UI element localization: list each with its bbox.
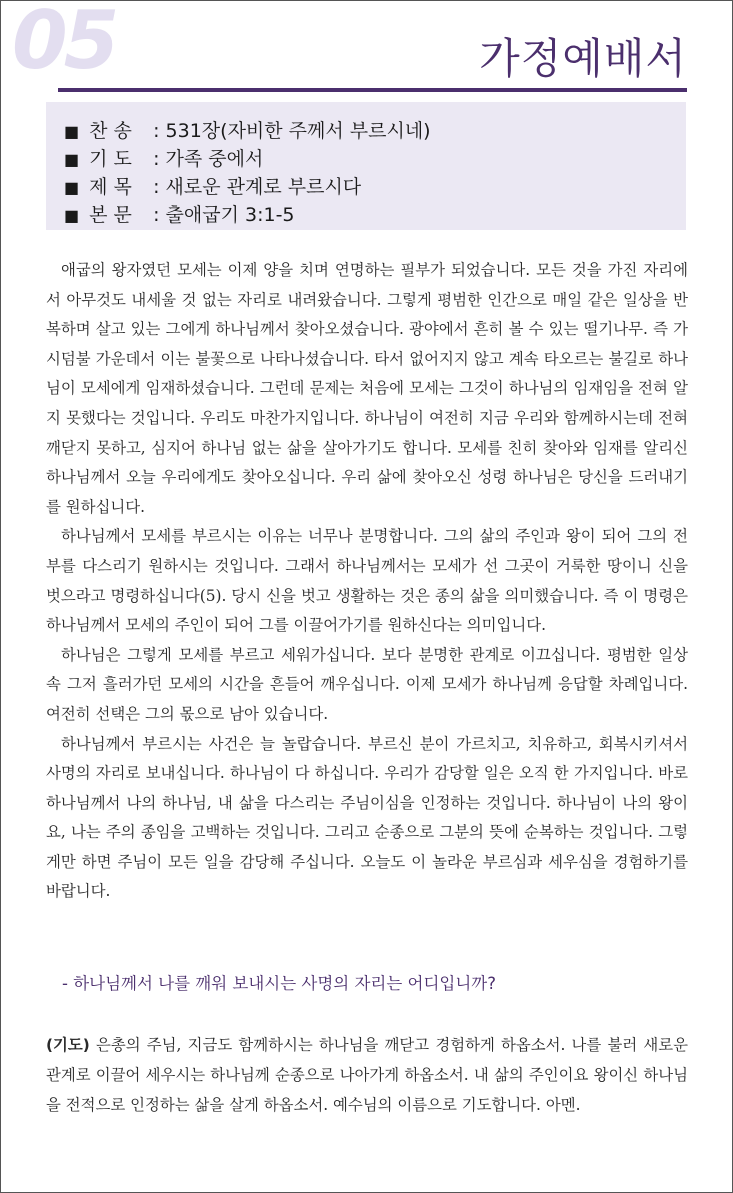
reflection-question: - 하나님께서 나를 깨워 보내시는 사명의 자리는 어디입니까? bbox=[62, 974, 496, 993]
closing-prayer bbox=[46, 1030, 688, 1120]
info-label: 본 문 bbox=[89, 204, 132, 226]
square-bullet-icon: ■ bbox=[64, 150, 80, 169]
sermon-body bbox=[46, 256, 688, 907]
info-row-subject: ■ 제 목 : 새로운 관계로 부르시다 bbox=[64, 172, 361, 199]
square-bullet-icon: ■ bbox=[64, 206, 80, 225]
square-bullet-icon: ■ bbox=[64, 178, 80, 197]
info-value: 출애굽기 3:1-5 bbox=[165, 204, 295, 226]
title-divider bbox=[58, 88, 687, 92]
sermon-paragraph: 하나님께서 모세를 부르시는 이유는 너무나 분명합니다. 그의 삶의 주인과 왕이 되어 그의 전부를 다스리기 원하시는 것입니다. 그래서 하나님께서는 모세가 선 그곳이 거룩한 땅이니 신을 벗으라고 명령하십니다(5). 당시 신을 벗고 생활하는 것은 종의 삶을 의미했습니다. 즉 이 명령은 하나님께서 모세의 주인이 되어 그를 이끌어가기를 원하신다는 의미입니다. bbox=[46, 527, 688, 635]
info-value: 새로운 관계로 부르시다 bbox=[165, 176, 362, 198]
sermon-paragraph: 하나님께서 부르시는 사건은 늘 놀랍습니다. 부르신 분이 가르치고, 치유하고, 회복시키셔서 사명의 자리로 보내십니다. 하나님이 다 하십니다. 우리가 감당할 일은 오직 한 가지입니다. 바로 하나님께서 나의 하나님, 내 삶을 다스리는 주님이심을 인정하는 것입니다. 하나님이 나의 왕이요, 나는 주의 종임을 고백하는 것입니다. 그리고 순종으로 그분의 뜻에 순복하는 것입니다. 그렇게만 하면 주님이 모든 일을 감당해 주십니다. 오늘도 이 놀라운 부르심과 세우심을 경험하기를 바랍니다. bbox=[46, 734, 688, 901]
sermon-paragraph: 애굽의 왕자였던 모세는 이제 양을 치며 연명하는 필부가 되었습니다. 모든 것을 가진 자리에서 아무것도 내세울 것 없는 자리로 내려왔습니다. 그렇게 평범한 인간으로 매일 같은 일상을 반복하며 살고 있는 그에게 하나님께서 찾아오셨습니다. 광야에서 흔히 볼 수 있는 떨기나무. 즉 가시덤불 가운데서 이는 불꽃으로 나타나셨습니다. 타서 없어지지 않고 계속 타오르는 불길로 하나님이 모세에게 임재하셨습니다. 그런데 문제는 처음에 모세는 그것이 하나님의 임재임을 전혀 알지 못했다는 것입니다. 우리도 마찬가지입니다. 하나님이 여전히 지금 우리와 함께하시는데 전혀 깨닫지 못하고, 심지어 하나님 없는 삶을 살아가기도 합니다. 모세를 친히 찾아와 임재를 알리신 하나님께서 오늘 우리에게도 찾아오십니다. 우리 삶에 찾아오신 성령 하나님은 당신을 드러내기를 원하십니다. bbox=[46, 261, 688, 516]
page-number: 05 bbox=[12, 0, 116, 87]
square-bullet-icon: ■ bbox=[64, 122, 80, 141]
info-label: 찬 송 bbox=[89, 120, 132, 142]
prayer-text: 은총의 주님, 지금도 함께하시는 하나님을 깨닫고 경험하게 하옵소서. 나를 불러 새로운 관계로 이끌어 세우시는 하나님께 순종으로 나아가게 하옵소서. 내 삶의 주인이요 왕이신 하나님을 전적으로 인정하는 삶을 살게 하옵소서. 예수님의 이름으로 기도합니다. 아멘. bbox=[46, 1036, 688, 1114]
prayer-label: (기도) bbox=[46, 1036, 90, 1054]
info-label: 제 목 bbox=[89, 176, 132, 198]
info-row-scripture: ■ 본 문 : 출애굽기 3:1-5 bbox=[64, 200, 295, 227]
info-row-hymn: ■ 찬 송 : 531장(자비한 주께서 부르시네) bbox=[64, 116, 431, 143]
info-value: 가족 중에서 bbox=[165, 148, 264, 170]
info-row-prayer: ■ 기 도 : 가족 중에서 bbox=[64, 144, 263, 171]
page-title: 가정예배서 bbox=[479, 34, 687, 83]
info-label: 기 도 bbox=[89, 148, 132, 170]
worship-info-box bbox=[46, 102, 686, 230]
sermon-paragraph: 하나님은 그렇게 모세를 부르고 세워가십니다. 보다 분명한 관계로 이끄십니다. 평범한 일상 속 그저 흘러가던 모세의 시간을 흔들어 깨우십니다. 이제 모세가 하나님께 응답할 차례입니다. 여전히 선택은 그의 몫으로 남아 있습니다. bbox=[46, 645, 688, 723]
info-value: 531장(자비한 주께서 부르시네) bbox=[165, 120, 431, 142]
